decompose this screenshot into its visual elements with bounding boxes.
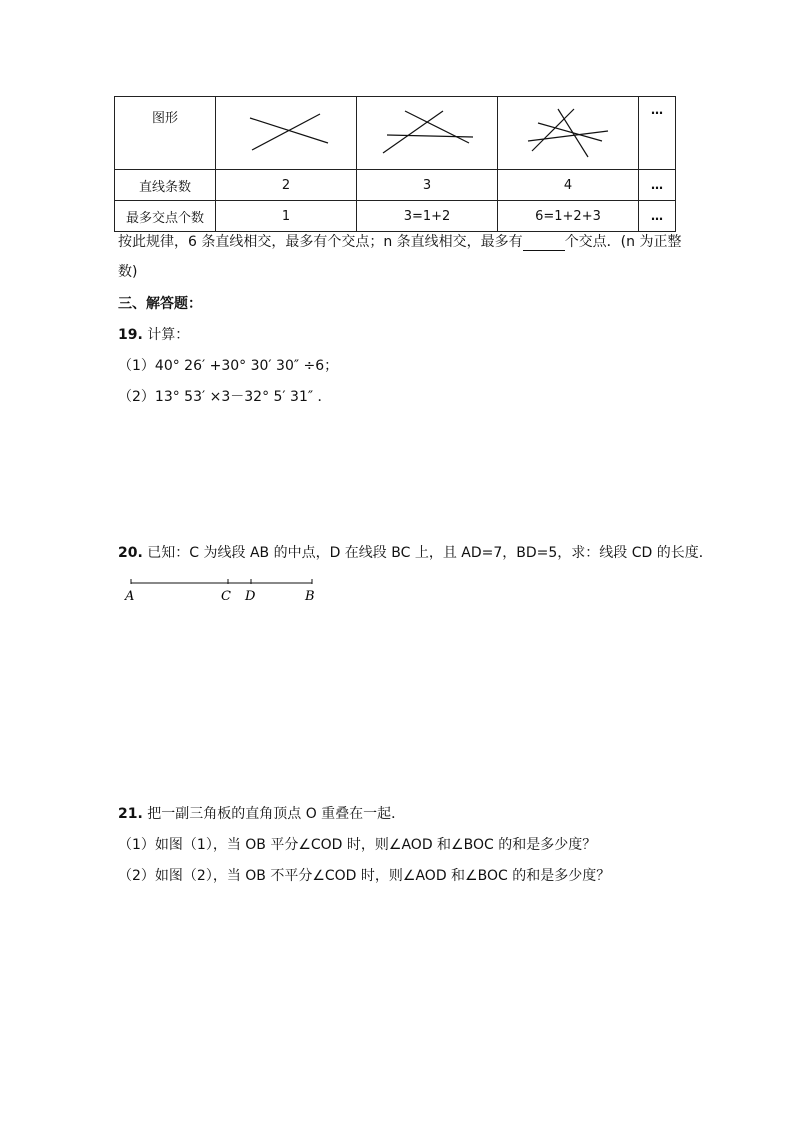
q19-number: 19. [118, 327, 143, 343]
q20-number: 20. [118, 545, 143, 561]
row-label-intersections: 最多交点个数 [115, 201, 216, 232]
label-c: C [221, 589, 231, 604]
ellipsis-cell [639, 201, 676, 232]
label-a: A [125, 589, 135, 604]
label-b: B [305, 589, 315, 604]
q18-text-b: 个交点．(n 为正整 [564, 234, 682, 250]
answer-blank[interactable] [523, 236, 565, 251]
segment-diagram [118, 572, 328, 606]
figure-three-lines [357, 97, 498, 170]
q19-heading [118, 324, 189, 344]
q20-text: 已知：C 为线段 AB 的中点，D 在线段 BC 上，且 AD=7，BD=5，求：线段 CD 的长度． [147, 545, 713, 561]
ellipsis: … [651, 103, 663, 117]
section-title: 三、解答题： [118, 296, 202, 312]
q19-title: 计算： [147, 327, 190, 343]
four-lines-diagram [498, 101, 638, 161]
two-lines-diagram [216, 101, 356, 161]
ellipsis-cell [639, 170, 676, 201]
line-count-cell: 2 [216, 170, 357, 201]
q19-part2: （2）13° 53′ ×3－32° 5′ 31″ ． [118, 389, 332, 405]
q21-part1: （1）如图（1），当 OB 平分∠COD 时，则∠AOD 和∠BOC 的和是多少度？ [118, 837, 597, 853]
q19-part1: （1）40° 26′ +30° 30′ 30″ ÷6； [118, 358, 339, 374]
q21-statement [118, 803, 405, 823]
q21-text: 把一副三角板的直角顶点 O 重叠在一起． [147, 806, 406, 822]
line-count-cell: 3 [357, 170, 498, 201]
table-row-line-count [115, 170, 676, 201]
q18-statement-cont: 数) [118, 264, 138, 280]
q21-part2: （2）如图（2），当 OB 不平分∠COD 时，则∠AOD 和∠BOC 的和是多少度？ [118, 868, 611, 884]
q18-text-a: 按此规律，6 条直线相交，最多有个交点；n 条直线相交，最多有 [118, 234, 523, 250]
table-row-figures [115, 97, 676, 170]
intersection-cell: 6=1+2+3 [498, 201, 639, 232]
row-label-figure: 图形 [115, 97, 216, 170]
figure-four-lines [498, 97, 639, 170]
intersection-cell: 1 [216, 201, 357, 232]
figure-two-lines [216, 97, 357, 170]
q21-number: 21. [118, 806, 143, 822]
ellipsis: … [651, 208, 663, 223]
row-label-line-count: 直线条数 [115, 170, 216, 201]
pattern-table [114, 96, 676, 232]
q18-statement [118, 231, 681, 251]
ellipsis: … [651, 177, 663, 192]
line-count-cell: 4 [498, 170, 639, 201]
three-lines-diagram [357, 101, 497, 161]
table-row-intersections [115, 201, 676, 232]
q20-statement [118, 542, 713, 562]
intersection-cell: 3=1+2 [357, 201, 498, 232]
ellipsis-cell [639, 97, 676, 170]
label-d: D [245, 589, 256, 604]
